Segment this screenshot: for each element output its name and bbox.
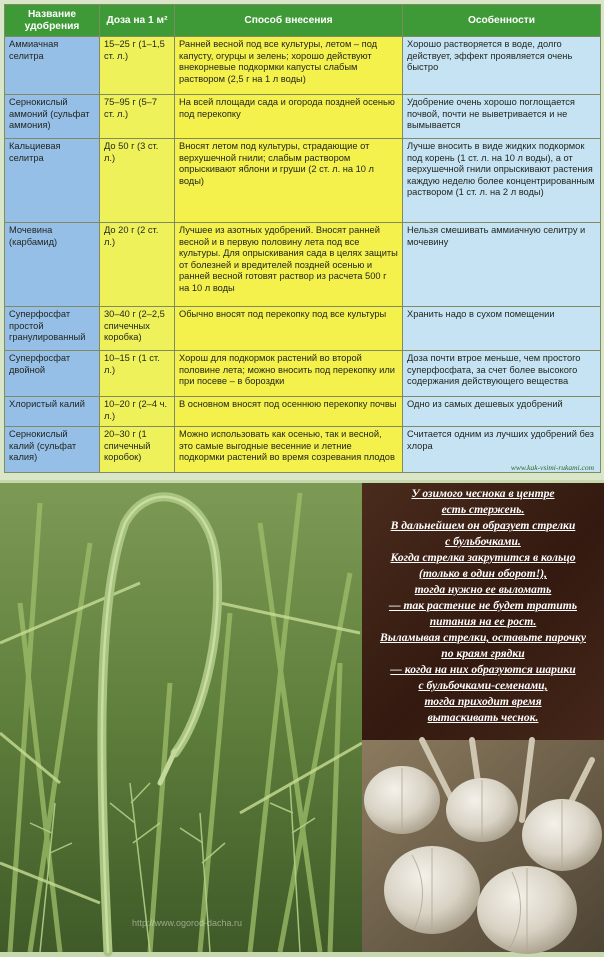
- table-row: [5, 307, 601, 351]
- fertilizer-method: Ранней весной под все культуры, летом – под капусту, огурцы и зелень; хорошо действуют внекорневые подкормки капусты слабым раствором (2,5 г на 1 л воды): [175, 37, 403, 95]
- fertilizer-method: Хорош для подкормок растений во второй половине лета; можно вносить под перекопку или при посеве – в бороздки: [175, 351, 403, 397]
- fertilizer-method: Лучшее из азотных удобрений. Вносят ранней весной и в первую половину лета под все культуры. Для опрыскивания сада в целях защиты от болезней и вредителей поздней осенью и ранней весной готовят раствор из расчета 500 г на 10 л воды: [175, 223, 403, 307]
- fertilizer-dose: 20–30 г (1 спичечный коробок): [100, 427, 175, 473]
- fertilizer-name: Мочевина (карбамид): [5, 223, 100, 307]
- fertilizer-dose: 10–15 г (1 ст. л.): [100, 351, 175, 397]
- table-row: [5, 223, 601, 307]
- site-watermark: www.kak-vsimi-rukami.com: [510, 463, 594, 472]
- note-line: У озимого чеснока в центре: [411, 487, 555, 500]
- fertilizer-dose: До 50 г (3 ст. л.): [100, 139, 175, 223]
- fertilizer-method: Можно использовать как осенью, так и весной, это самые выгодные весенние и летние подкормки растений во время созревания плодов: [175, 427, 403, 473]
- fertilizer-name: Суперфосфат двойной: [5, 351, 100, 397]
- fertilizer-features: Доза почти втрое меньше, чем простого суперфосфата, за счет более высокого содержания действующего вещества: [403, 351, 601, 397]
- fertilizer-name: Аммиачная селитра: [5, 37, 100, 95]
- garlic-note-panel: [362, 483, 604, 740]
- fertilizer-dose: До 20 г (2 ст. л.): [100, 223, 175, 307]
- fertilizer-name: Сернокислый аммоний (сульфат аммония): [5, 95, 100, 139]
- fertilizer-method: Вносят летом под культуры, страдающие от верхушечной гнили; слабым раствором опрыскивают яблони и груши (2 ст. л. на 10 л воды): [175, 139, 403, 223]
- header-name: Название удобрения: [5, 5, 100, 37]
- fertilizer-dose: 30–40 г (2–2,5 спичечных коробка): [100, 307, 175, 351]
- header-features: Особенности: [403, 5, 601, 37]
- header-method: Способ внесения: [175, 5, 403, 37]
- note-line: с бульбочками-семенами,: [418, 679, 548, 692]
- garlic-scape-photo: [0, 483, 362, 952]
- table-row: [5, 37, 601, 95]
- table-row: [5, 139, 601, 223]
- fertilizer-table: [4, 4, 601, 473]
- note-line: — когда на них образуются шарики: [390, 663, 576, 676]
- note-line: Когда стрелка закрутится в кольцо: [390, 551, 576, 564]
- table-row: [5, 95, 601, 139]
- fertilizer-method: На всей площади сада и огорода поздней осенью под перекопку: [175, 95, 403, 139]
- photo-watermark: http://www.ogorod-dacha.ru: [132, 918, 243, 928]
- fertilizer-name: Хлористый калий: [5, 397, 100, 427]
- note-line: В дальнейшем он образует стрелки: [390, 519, 576, 532]
- note-line: вытаскивать чеснок.: [427, 711, 539, 724]
- fertilizer-method: В основном вносят под осеннюю перекопку почвы: [175, 397, 403, 427]
- garlic-bulbs-illustration: [362, 740, 604, 952]
- fertilizer-name: Суперфосфат простой гранулированный: [5, 307, 100, 351]
- note-line: тогда приходит время: [424, 695, 542, 708]
- table-row: [5, 397, 601, 427]
- fertilizer-dose: 15–25 г (1–1,5 ст. л.): [100, 37, 175, 95]
- note-line: (только в один оборот!),: [419, 567, 547, 580]
- fertilizer-features: Нельзя смешивать аммиачную селитру и мочевину: [403, 223, 601, 307]
- fertilizer-dose: 75–95 г (5–7 ст. л.): [100, 95, 175, 139]
- table-row: [5, 351, 601, 397]
- fertilizer-features: Одно из самых дешевых удобрений: [403, 397, 601, 427]
- fertilizer-features: Удобрение очень хорошо поглощается почвой, почти не выветривается и не вымывается: [403, 95, 601, 139]
- fertilizer-features: Хранить надо в сухом помещении: [403, 307, 601, 351]
- garlic-bulbs-photo: [132, 740, 604, 952]
- fertilizer-dose: 10–20 г (2–4 ч. л.): [100, 397, 175, 427]
- fertilizer-features: Хорошо растворяется в воде, долго действует, эффект проявляется очень быстро: [403, 37, 601, 95]
- fertilizer-name: Кальциевая селитра: [5, 139, 100, 223]
- header-dose: Доза на 1 м²: [100, 5, 175, 37]
- garlic-scape-illustration: [0, 483, 362, 952]
- fertilizer-features: Лучше вносить в виде жидких подкормок под корень (1 ст. л. на 10 л воды), а от верхушечной гнили опрыскивают растения каждую неделю более концентрированным раствором (1 ст. л. на 2 л воды): [403, 139, 601, 223]
- note-line: Выламывая стрелки, оставьте парочку: [380, 631, 586, 644]
- note-line: по краям грядки: [441, 647, 525, 660]
- fertilizer-name: Сернокислый калий (сульфат калия): [5, 427, 100, 473]
- fertilizer-features: Считается одним из лучших удобрений без хлора: [403, 427, 601, 473]
- note-line: есть стержень.: [441, 503, 525, 516]
- note-line: с бульбочками.: [445, 535, 521, 548]
- note-line: питания на ее рост.: [429, 615, 537, 628]
- note-line: тогда нужно ее выломать: [414, 583, 552, 596]
- fertilizer-method: Обычно вносят под перекопку под все культуры: [175, 307, 403, 351]
- note-line: — так растение не будет тратить: [388, 599, 578, 612]
